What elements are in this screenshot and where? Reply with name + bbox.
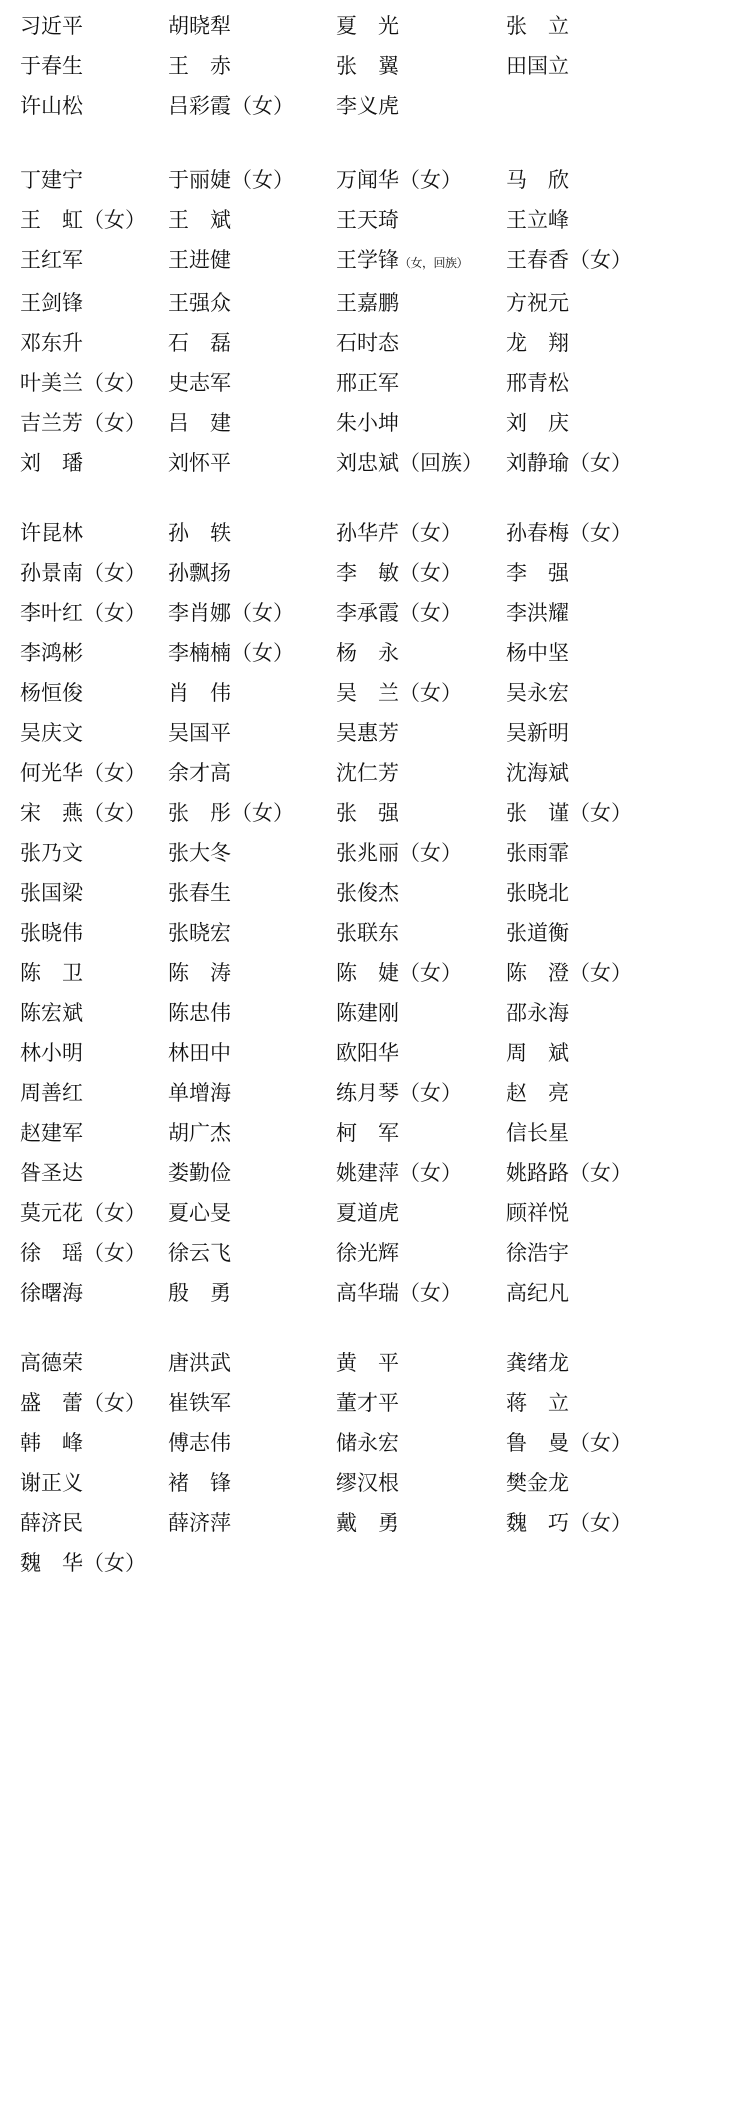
name-cell: 褚 锋: [168, 1471, 231, 1495]
name-cell: 许昆林: [20, 521, 83, 545]
name-row: [14, 1463, 736, 1503]
name-cell: 龙 翔: [506, 331, 569, 355]
name-cell: 石 磊: [168, 331, 231, 355]
name-group: [14, 1343, 736, 1583]
name-cell: 缪汉根: [336, 1471, 399, 1495]
name-cell: 王嘉鹏: [336, 291, 399, 315]
name-cell: 朱小坤: [336, 411, 399, 435]
name-cell: 习近平: [20, 14, 83, 38]
name-cell: 丁建宁: [20, 168, 83, 192]
name-cell: 胡晓犁: [168, 14, 231, 38]
name-cell: 殷 勇: [168, 1281, 231, 1305]
name-cell: 高华瑞（女）: [336, 1281, 462, 1305]
name-cell: 龚绪龙: [506, 1351, 569, 1375]
name-row: [14, 1113, 736, 1153]
name-cell: 陈忠伟: [168, 1001, 231, 1025]
name-row: [14, 6, 736, 46]
name-cell: 邵永海: [506, 1001, 569, 1025]
name-cell: 单增海: [168, 1081, 231, 1105]
name-row: [14, 1273, 736, 1313]
name-cell: 张乃文: [20, 841, 83, 865]
name-row: [14, 1383, 736, 1423]
name-cell: 王 虹（女）: [20, 208, 146, 232]
name-cell: 张 立: [506, 14, 569, 38]
name-cell: 万闻华（女）: [336, 168, 462, 192]
name-row: [14, 443, 736, 483]
name-cell: 李义虎: [336, 94, 399, 118]
name-cell: 田国立: [506, 54, 569, 78]
name-cell: 林小明: [20, 1041, 83, 1065]
name-cell: 董才平: [336, 1391, 399, 1415]
name-cell: 张晓北: [506, 881, 569, 905]
name-cell: 许山松: [20, 94, 83, 118]
name-cell: 孙华芹（女）: [336, 521, 462, 545]
name-cell: 林田中: [168, 1041, 231, 1065]
name-cell: 傅志伟: [168, 1431, 231, 1455]
name-cell: 储永宏: [336, 1431, 399, 1455]
name-cell: 李 强: [506, 561, 569, 585]
name-cell: 石时态: [336, 331, 399, 355]
name-cell: 欧阳华: [336, 1041, 399, 1065]
name-row: [14, 1073, 736, 1113]
name-row: [14, 1233, 736, 1273]
name-cell: 顾祥悦: [506, 1201, 569, 1225]
name-row: [14, 1153, 736, 1193]
name-row: [14, 86, 736, 126]
name-row: [14, 833, 736, 873]
name-cell: 于春生: [20, 54, 83, 78]
name-cell: 韩 峰: [20, 1431, 83, 1455]
name-cell: 王红军: [20, 248, 83, 272]
name-cell: 吴永宏: [506, 681, 569, 705]
name-cell: 马 欣: [506, 168, 569, 192]
name-cell: 吴 兰（女）: [336, 681, 462, 705]
name-cell: 盛 蕾（女）: [20, 1391, 146, 1415]
name-cell: 沈海斌: [506, 761, 569, 785]
name-row: [14, 593, 736, 633]
name-cell: 蒋 立: [506, 1391, 569, 1415]
name-cell: 陈建刚: [336, 1001, 399, 1025]
name-cell: 宋 燕（女）: [20, 801, 146, 825]
name-cell: 李鸿彬: [20, 641, 83, 665]
name-cell: 张晓宏: [168, 921, 231, 945]
name-cell: 李 敏（女）: [336, 561, 462, 585]
name-cell: 夏 光: [336, 14, 399, 38]
name-cell: 王 斌: [168, 208, 231, 232]
name-cell: 张春生: [168, 881, 231, 905]
name-cell: 王进健: [168, 248, 231, 272]
name-cell: 崔铁军: [168, 1391, 231, 1415]
name-cell: 王立峰: [506, 208, 569, 232]
name-cell: 高德荣: [20, 1351, 83, 1375]
name-cell: 徐浩宇: [506, 1241, 569, 1265]
name-cell: 刘静瑜（女）: [506, 451, 632, 475]
name-cell: 陈 澄（女）: [506, 961, 632, 985]
name-cell: 娄勤俭: [168, 1161, 231, 1185]
name-cell: 肖 伟: [168, 681, 231, 705]
group-spacer: [14, 126, 736, 160]
name-row: [14, 913, 736, 953]
name-cell: 邢青松: [506, 371, 569, 395]
name-annotation: （女，回族）: [399, 256, 469, 270]
name-cell: 邢正军: [336, 371, 399, 395]
name-row: [14, 240, 736, 283]
name-cell: 张 彤（女）: [168, 801, 294, 825]
name-cell: 杨恒俊: [20, 681, 83, 705]
name-cell: 王强众: [168, 291, 231, 315]
name-row: [14, 363, 736, 403]
name-cell: 张雨霏: [506, 841, 569, 865]
name-cell: 吴庆文: [20, 721, 83, 745]
name-cell: 刘怀平: [168, 451, 231, 475]
name-cell: 张俊杰: [336, 881, 399, 905]
name-cell: 徐曙海: [20, 1281, 83, 1305]
name-cell: 张兆丽（女）: [336, 841, 462, 865]
name-row: [14, 953, 736, 993]
name-cell: 鲁 曼（女）: [506, 1431, 632, 1455]
name-row: [14, 46, 736, 86]
name-cell: 叶美兰（女）: [20, 371, 146, 395]
name-row: [14, 160, 736, 200]
group-spacer: [14, 483, 736, 513]
name-cell: 练月琴（女）: [336, 1081, 462, 1105]
name-cell: 何光华（女）: [20, 761, 146, 785]
name-cell: 王天琦: [336, 208, 399, 232]
name-cell: 吴新明: [506, 721, 569, 745]
name-cell: 魏 巧（女）: [506, 1511, 632, 1535]
name-row: [14, 993, 736, 1033]
name-cell: 陈 卫: [20, 961, 83, 985]
name-group: [14, 6, 736, 126]
name-row: [14, 753, 736, 793]
name-cell: 余才高: [168, 761, 231, 785]
name-cell: 周善红: [20, 1081, 83, 1105]
name-cell: 高纪凡: [506, 1281, 569, 1305]
name-row: [14, 633, 736, 673]
name-cell: 张联东: [336, 921, 399, 945]
name-cell: 刘 庆: [506, 411, 569, 435]
name-cell: 吕 建: [168, 411, 231, 435]
name-row: [14, 1423, 736, 1463]
name-row: [14, 1193, 736, 1233]
name-cell: 张 谨（女）: [506, 801, 632, 825]
name-row: [14, 323, 736, 363]
name-cell: 夏心旻: [168, 1201, 231, 1225]
name-cell: 唐洪武: [168, 1351, 231, 1375]
name-cell: 黄 平: [336, 1351, 399, 1375]
name-cell: 王春香（女）: [506, 248, 632, 272]
name-cell: 于丽婕（女）: [168, 168, 294, 192]
name-cell: 戴 勇: [336, 1511, 399, 1535]
name-cell: 邓东升: [20, 331, 83, 355]
name-row: [14, 283, 736, 323]
name-cell: 王剑锋: [20, 291, 83, 315]
name-cell: 刘 璠: [20, 451, 83, 475]
name-row: [14, 793, 736, 833]
name-cell: 徐云飞: [168, 1241, 231, 1265]
name-cell: 魏 华（女）: [20, 1551, 146, 1575]
name-cell: 姚路路（女）: [506, 1161, 632, 1185]
name-cell: 吉兰芳（女）: [20, 411, 146, 435]
name-cell: 信长星: [506, 1121, 569, 1145]
name-cell: 陈宏斌: [20, 1001, 83, 1025]
name-cell: 陈 涛: [168, 961, 231, 985]
name-row: [14, 1543, 736, 1583]
name-cell: 李肖娜（女）: [168, 601, 294, 625]
name-row: [14, 1033, 736, 1073]
name-cell: 吴惠芳: [336, 721, 399, 745]
name-cell: 孙春梅（女）: [506, 521, 632, 545]
name-cell: 张道衡: [506, 921, 569, 945]
name-row: [14, 673, 736, 713]
name-cell: 张晓伟: [20, 921, 83, 945]
name-cell: 胡广杰: [168, 1121, 231, 1145]
name-cell: 李楠楠（女）: [168, 641, 294, 665]
name-cell: 樊金龙: [506, 1471, 569, 1495]
name-cell: 柯 军: [336, 1121, 399, 1145]
name-group: [14, 513, 736, 1313]
name-cell: 薛济民: [20, 1511, 83, 1535]
name-cell: 孙飘扬: [168, 561, 231, 585]
name-cell: 孙 轶: [168, 521, 231, 545]
name-row: [14, 513, 736, 553]
group-spacer: [14, 1313, 736, 1343]
name-cell: 史志军: [168, 371, 231, 395]
name-cell: 张国梁: [20, 881, 83, 905]
name-row: [14, 403, 736, 443]
name-cell: 莫元花（女）: [20, 1201, 146, 1225]
name-row: [14, 1343, 736, 1383]
name-row: [14, 713, 736, 753]
name-row: [14, 1503, 736, 1543]
name-cell: 徐光辉: [336, 1241, 399, 1265]
name-cell: 张大冬: [168, 841, 231, 865]
name-cell: 孙景南（女）: [20, 561, 146, 585]
name-cell: 周 斌: [506, 1041, 569, 1065]
name-row: [14, 873, 736, 913]
name-cell: 沈仁芳: [336, 761, 399, 785]
name-cell: 谢正义: [20, 1471, 83, 1495]
name-cell: 李承霞（女）: [336, 601, 462, 625]
name-cell: 李叶红（女）: [20, 601, 146, 625]
name-group: [14, 160, 736, 483]
name-cell: 王 赤: [168, 54, 231, 78]
name-row: [14, 200, 736, 240]
name-cell: 昝圣达: [20, 1161, 83, 1185]
name-cell: 吕彩霞（女）: [168, 94, 294, 118]
name-cell: 方祝元: [506, 291, 569, 315]
name-cell: 夏道虎: [336, 1201, 399, 1225]
name-cell: 杨中坚: [506, 641, 569, 665]
name-cell: 吴国平: [168, 721, 231, 745]
name-cell: 陈 婕（女）: [336, 961, 462, 985]
name-cell: 刘忠斌（回族）: [336, 451, 483, 475]
name-cell: 张 强: [336, 801, 399, 825]
name-cell: 张 翼: [336, 54, 399, 78]
name-cell: 李洪耀: [506, 601, 569, 625]
name-cell: 赵 亮: [506, 1081, 569, 1105]
name-cell: 徐 瑶（女）: [20, 1241, 146, 1265]
name-cell: 杨 永: [336, 641, 399, 665]
name-cell: 薛济萍: [168, 1511, 231, 1535]
name-roster: [14, 6, 736, 1583]
name-row: [14, 553, 736, 593]
name-cell: 赵建军: [20, 1121, 83, 1145]
name-cell: 王学锋（女，回族）: [336, 248, 469, 272]
name-cell: 姚建萍（女）: [336, 1161, 462, 1185]
